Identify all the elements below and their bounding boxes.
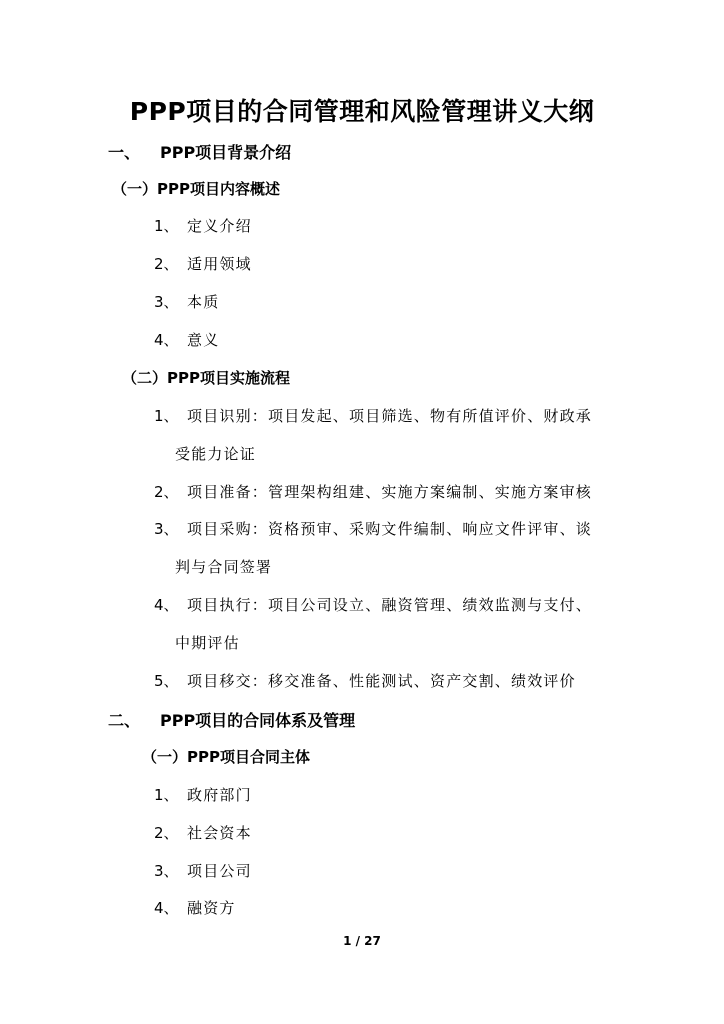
list-item-number: 3、 [154, 862, 179, 880]
section1-sub1-heading: （一）PPP项目内容概述 [112, 180, 280, 198]
list-item-number: 3、 [154, 520, 179, 538]
list-item: 项目准备：管理架构组建、实施方案编制、实施方案审核 [187, 483, 593, 501]
list-item-number: 2、 [154, 483, 179, 501]
list-item: 项目采购：资格预审、采购文件编制、响应文件评审、谈 [187, 520, 593, 538]
list-item-number: 4、 [154, 331, 179, 349]
list-item: 本质 [187, 293, 220, 311]
list-item-number: 2、 [154, 824, 179, 842]
list-item: 融资方 [187, 899, 236, 917]
section1-heading: PPP项目背景介绍 [160, 143, 292, 162]
section1-sub2-heading: （二）PPP项目实施流程 [122, 369, 290, 387]
section2-number: 二、 [108, 711, 141, 730]
section1-number: 一、 [108, 143, 141, 162]
list-item: 项目识别：项目发起、项目筛选、物有所值评价、财政承 [187, 407, 593, 425]
list-item: 项目执行：项目公司设立、融资管理、绩效监测与支付、 [187, 596, 593, 614]
list-item-continuation: 受能力论证 [175, 445, 257, 463]
section2-heading: PPP项目的合同体系及管理 [160, 711, 356, 730]
list-item: 定义介绍 [187, 217, 252, 235]
list-item-number: 1、 [154, 217, 179, 235]
list-item-number: 1、 [154, 786, 179, 804]
list-item-number: 1、 [154, 407, 179, 425]
section2-sub1-heading: （一）PPP项目合同主体 [142, 748, 310, 766]
list-item-continuation: 判与合同签署 [175, 558, 273, 576]
document-title: PPP项目的合同管理和风险管理讲义大纲 [129, 97, 595, 126]
list-item-number: 4、 [154, 596, 179, 614]
list-item: 意义 [187, 331, 220, 349]
list-item: 社会资本 [187, 824, 252, 842]
list-item-number: 3、 [154, 293, 179, 311]
list-item-number: 5、 [154, 672, 179, 690]
list-item: 政府部门 [187, 786, 252, 804]
list-item-number: 2、 [154, 255, 179, 273]
list-item-number: 4、 [154, 899, 179, 917]
list-item: 项目公司 [187, 862, 252, 880]
list-item-continuation: 中期评估 [175, 634, 240, 652]
list-item: 适用领域 [187, 255, 252, 273]
page-number: 1 / 27 [343, 934, 381, 948]
list-item: 项目移交：移交准备、性能测试、资产交割、绩效评价 [187, 672, 576, 690]
